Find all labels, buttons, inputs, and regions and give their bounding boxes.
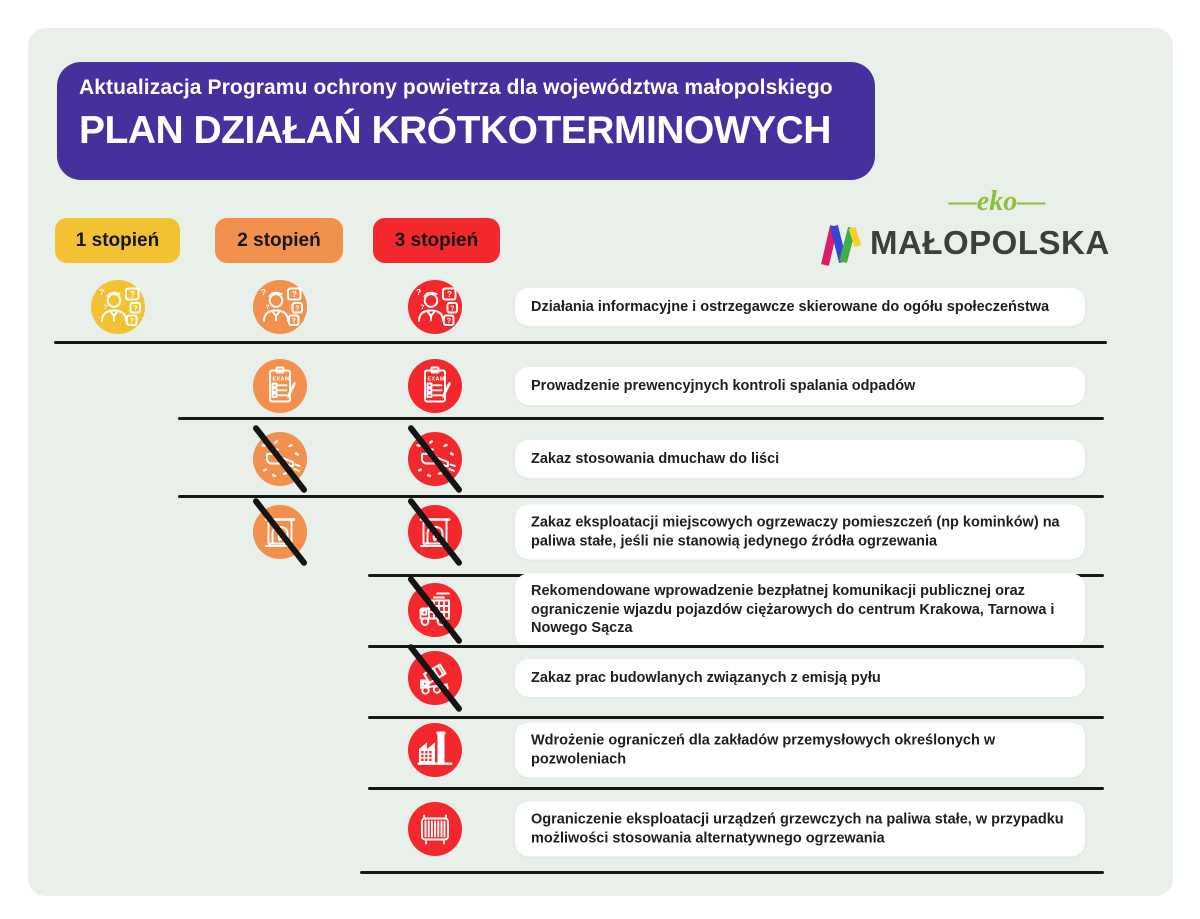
fireplace-icon xyxy=(408,505,462,559)
leaf-blower-icon xyxy=(408,432,462,486)
action-text: Zakaz prac budowlanych związanych z emisją pyłu xyxy=(531,669,881,686)
action-text: Działania informacyjne i ostrzegawcze skierowane do ogółu społeczeństwa xyxy=(531,298,1050,315)
action-text: Prowadzenie prewencyjnych kontroli spalania odpadów xyxy=(531,377,916,394)
action-text: Zakaz stosowania dmuchaw do liści xyxy=(531,450,780,467)
malopolska-m-icon xyxy=(820,220,864,273)
action-text-box xyxy=(515,367,1085,405)
action-text-box xyxy=(515,659,1085,697)
action-text: Wdrożenie ograniczeń dla zakładów przemysłowych określonych w pozwoleniach xyxy=(531,732,996,767)
separator-line xyxy=(54,341,1107,344)
level-2-label: 2 stopień xyxy=(237,229,321,251)
radiator-icon xyxy=(408,802,462,856)
separator-line xyxy=(178,417,1104,420)
separator-line xyxy=(368,645,1104,648)
eko-script-text: —eko— xyxy=(948,186,1046,217)
action-text-box xyxy=(515,722,1085,777)
level-3-label: 3 stopień xyxy=(394,229,479,251)
level-1-label: 1 stopień xyxy=(75,229,160,251)
action-text-box xyxy=(515,573,1085,647)
header-banner xyxy=(57,62,875,180)
separator-line xyxy=(368,787,1104,790)
page-title: PLAN DZIAŁAŃ KRÓTKOTERMINOWYCH xyxy=(79,109,831,152)
level-2-badge xyxy=(215,218,343,263)
mixer-truck-icon xyxy=(408,651,462,705)
separator-line xyxy=(368,716,1104,719)
action-text-box xyxy=(515,801,1085,856)
separator-line xyxy=(178,495,1104,498)
truck-icon xyxy=(408,583,462,637)
fireplace-icon xyxy=(253,505,307,559)
person-questions-icon xyxy=(253,280,307,334)
action-text-box xyxy=(515,440,1085,478)
header-subtitle: Aktualizacja Programu ochrony powietrza dla województwa małopolskiego xyxy=(79,76,833,99)
action-text: Ograniczenie eksploatacji urządzeń grzewczych na paliwa stałe, w przypadku możliwości stosowania alternatywnego ogrzewania xyxy=(531,811,1064,846)
factory-icon xyxy=(408,723,462,777)
level-1-badge xyxy=(55,218,180,263)
person-questions-icon xyxy=(91,280,145,334)
action-text-box xyxy=(515,504,1085,559)
malopolska-wordmark: MAŁOPOLSKA xyxy=(870,224,1110,261)
exam-inspection-icon xyxy=(253,359,307,413)
infographic-canvas xyxy=(28,28,1173,896)
action-text: Zakaz eksploatacji miejscowych ogrzewaczy pomieszczeń (np kominków) na paliwa stałe, jeśli nie stanowią jedynego źródła ogrzewania xyxy=(531,514,1060,549)
level-3-badge xyxy=(373,218,500,263)
leaf-blower-icon xyxy=(253,432,307,486)
action-text-box xyxy=(515,288,1085,326)
separator-line xyxy=(360,871,1104,874)
person-questions-icon xyxy=(408,280,462,334)
action-text: Rekomendowane wprowadzenie bezpłatnej komunikacji publicznej oraz ograniczenie wjazdu pojazdów ciężarowych do centrum Krakowa, Tarnowa i Nowego Sącza xyxy=(531,583,1055,637)
exam-inspection-icon xyxy=(408,359,462,413)
